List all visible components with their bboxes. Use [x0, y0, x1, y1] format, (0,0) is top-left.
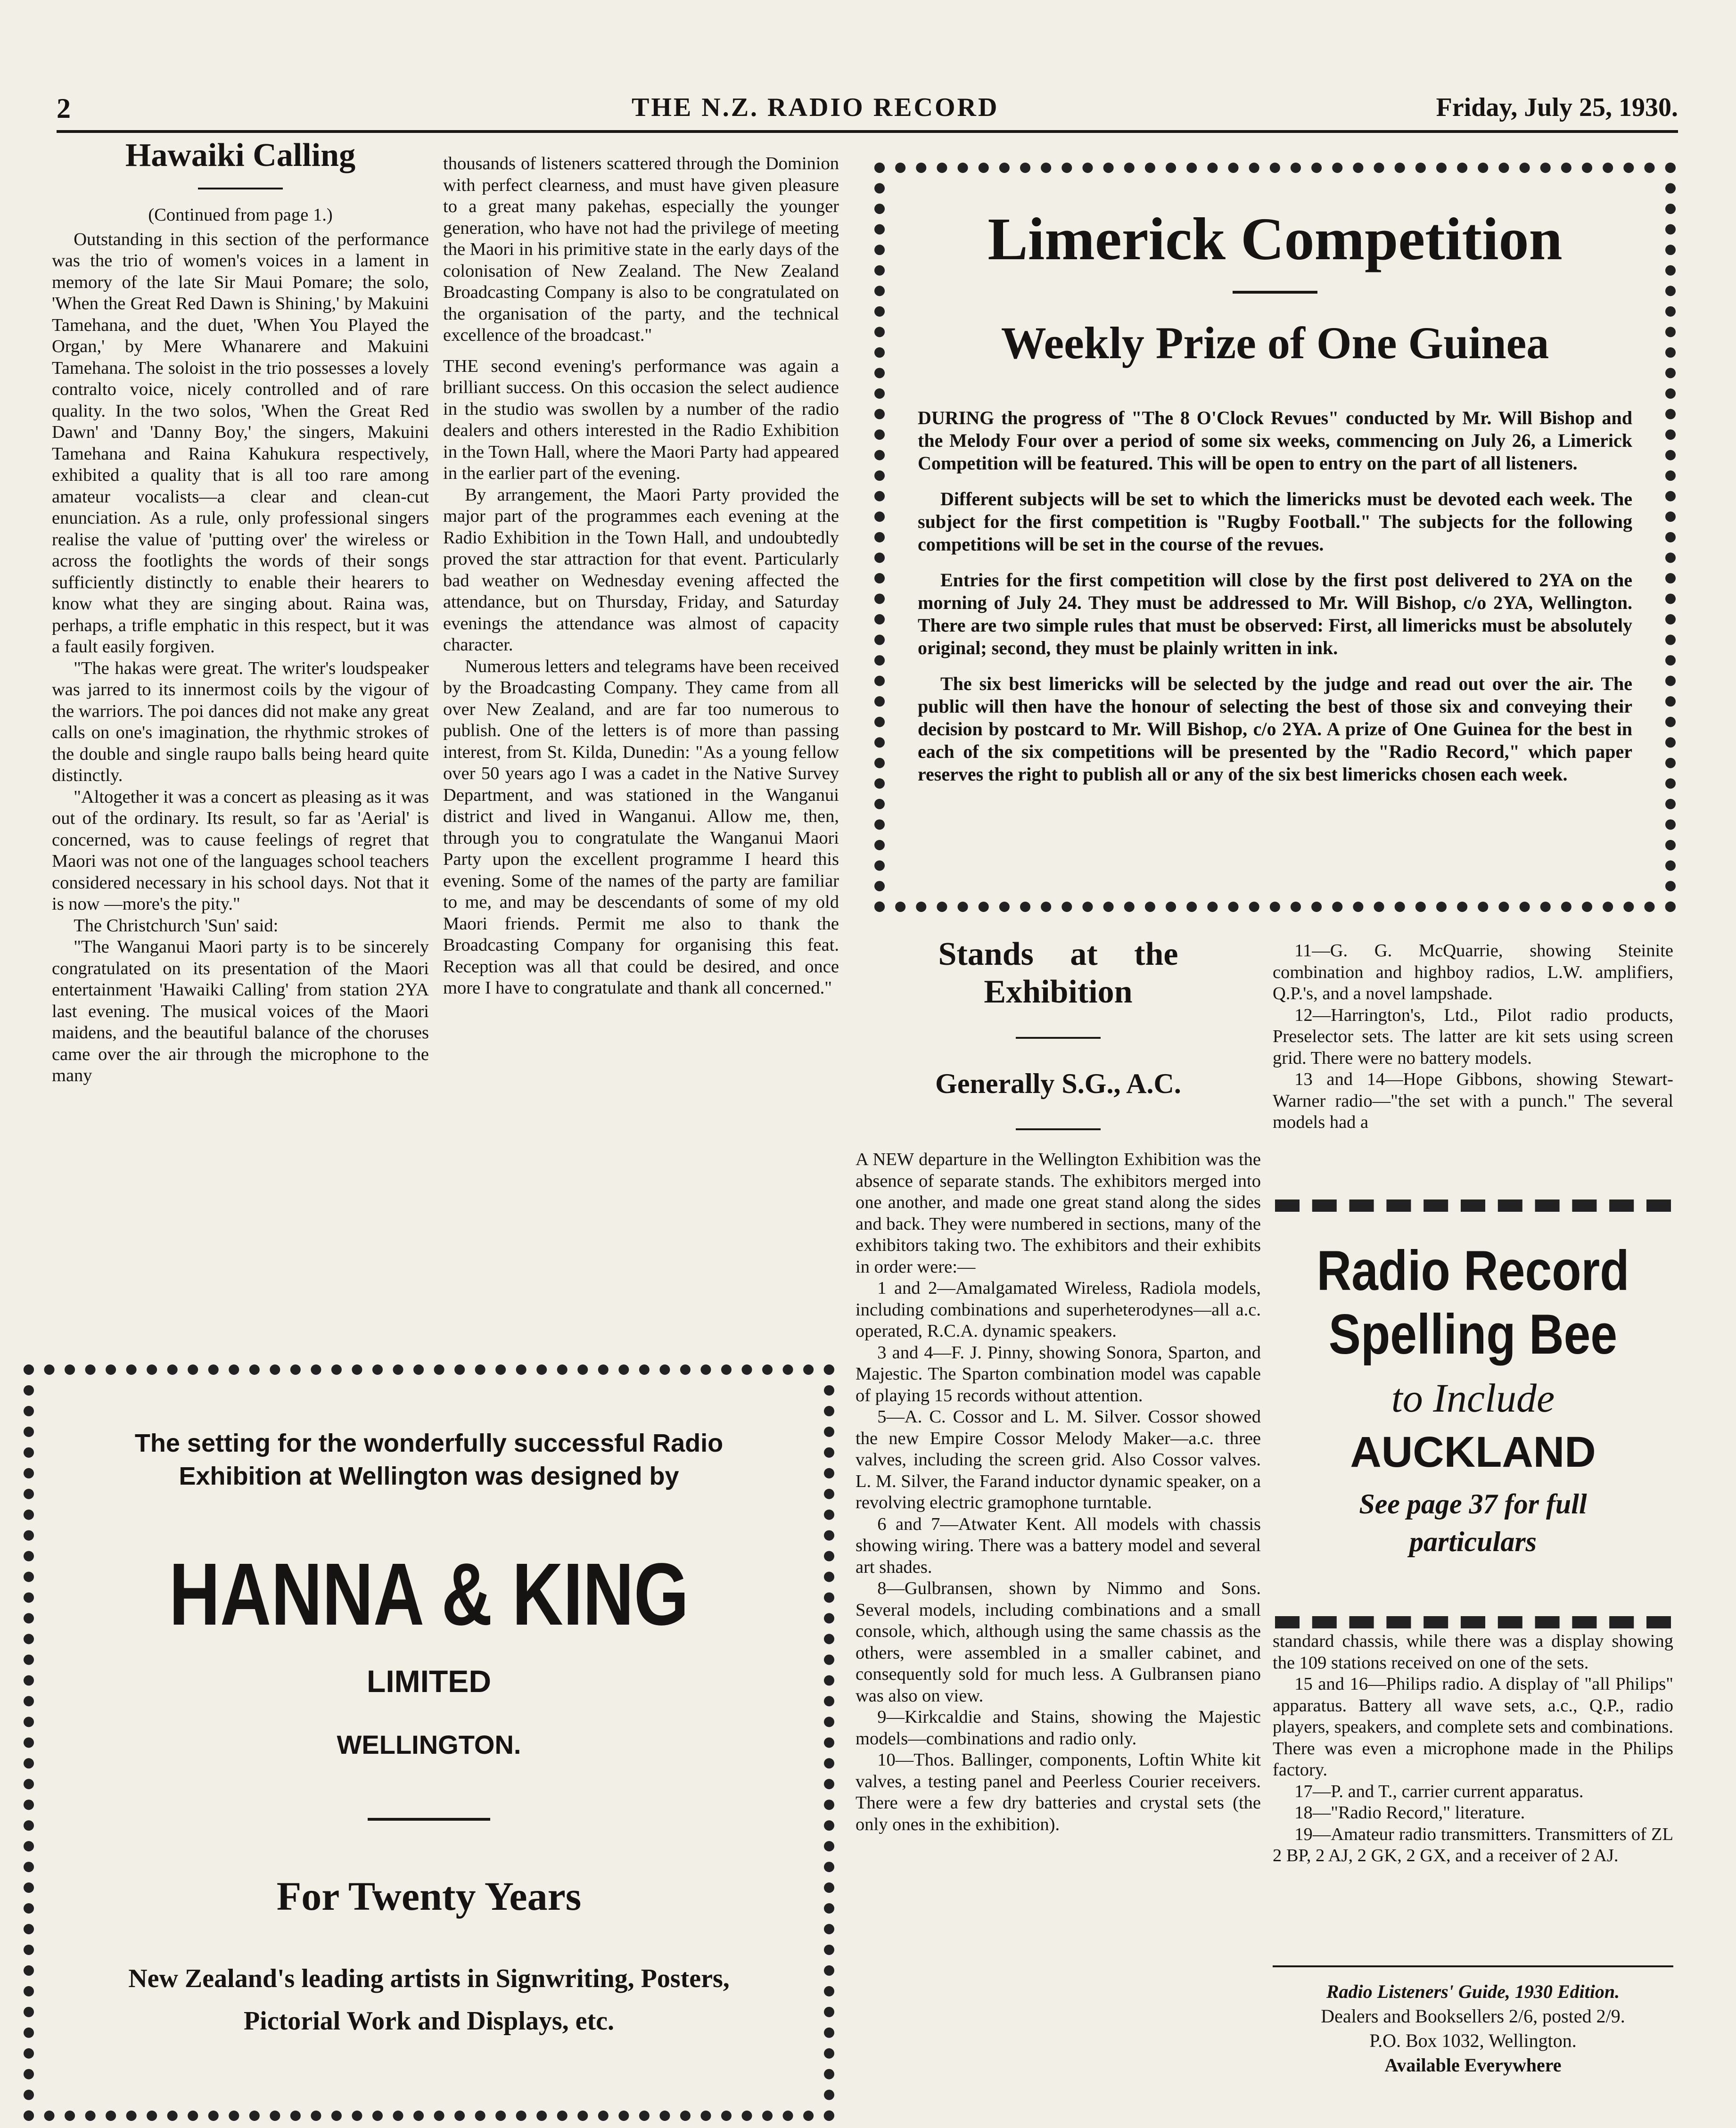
stands-rule-1	[1016, 1037, 1101, 1039]
stands-para: 9—Kirkcaldie and Stains, showing the Majestic models—combinations and radio only.	[856, 1707, 1261, 1749]
hanna-tag-2: Pictorial Work and Displays, etc.	[243, 2006, 615, 2036]
hawaiki-para: By arrangement, the Maori Party provided the major part of the programmes each evening at the Radio Exhibition in the Town Hall, and undoubtedly proved the star attraction for that event. Particularly bad weather on Wednesday evening affected the attendance, but on Thursday, Friday, and Saturday evenings the attendance was almost of capacity character.	[443, 485, 839, 655]
stands-para: A NEW departure in the Wellington Exhibition was the absence of separate stands. The exhibitors merged into one another, and made one great stand along the sides and back. They were numbered in sections, many of the exhibitors taking two. The exhibitors and their exhibits in order were:—	[856, 1150, 1261, 1277]
hawaiki-title: Hawaiki Calling	[125, 137, 356, 173]
spelling-line-6: particulars	[1409, 1526, 1537, 1557]
guide-line-3: Available Everywhere	[1384, 2054, 1562, 2076]
spelling-line-3: to Include	[1391, 1375, 1555, 1421]
spelling-line-1: Radio Record	[1316, 1239, 1629, 1302]
limerick-box	[874, 163, 1676, 912]
stands-para: 15 and 16—Philips radio. A display of "all Philips" apparatus. Battery all wave sets, a.c., Q.P., radio players, speakers, and complete sets and combinations. There was even a microphone made in the Philips factory.	[1273, 1674, 1673, 1780]
guide-notice	[1273, 1980, 1673, 2078]
hawaiki-para: "Altogether it was a concert as pleasing as it was out of the ordinary. Its result, so far as 'Aerial' is concerned, was to cause feelings of regret that Maori was not one of the languages school teachers considered necessary in his school days. Not that it is now —more's the pity."	[52, 787, 429, 914]
limerick-para: DURING the progress of "The 8 O'Clock Revues" conducted by Mr. Will Bishop and the Melody Four over a period of some six weeks, commencing on July 26, a Limerick Competition will be featured. This will be open to entry on the part of all listeners.	[918, 407, 1632, 474]
guide-rule	[1273, 1965, 1673, 1967]
spelling-line-5: See page 37 for full	[1359, 1488, 1587, 1520]
stands-para: 11—G. G. McQuarrie, showing Steinite combination and highboy radios, L.W. amplifiers, Q.P.'s, and a novel lampshade.	[1273, 941, 1673, 1003]
stands-para: 1 and 2—Amalgamated Wireless, Radiola models, including combinations and superheterodynes—all a.c. operated, R.C.A. dynamic speakers.	[856, 1278, 1261, 1341]
limerick-rule	[1233, 291, 1317, 294]
hanna-intro-2: Exhibition at Wellington was designed by	[179, 1462, 679, 1490]
stands-para: 19—Amateur radio transmitters. Transmitters of ZL 2 BP, 2 AJ, 2 GK, 2 GX, and a receiver of 2 AJ.	[1273, 1824, 1673, 1865]
stands-para: 5—A. C. Cossor and L. M. Silver. Cossor showed the new Empire Cossor Melody Maker—a.c. three valves, including the screen grid. Also Cossor valves. L. M. Silver, the Farand inductor dynamic speaker, on a revolving electric gramophone turntable.	[856, 1407, 1261, 1512]
page-header	[57, 92, 1678, 130]
stands-para: 10—Thos. Ballinger, components, Loftin White kit valves, a testing panel and Peerless Courier receivers. There were a few dry batteries and crystal sets (the only ones in the exhibition).	[856, 1750, 1261, 1834]
stands-para: 17—P. and T., carrier current apparatus.	[1294, 1781, 1584, 1801]
stands-para: 12—Harrington's, Ltd., Pilot radio products, Preselector sets. The latter are kit sets using screen grid. There were no battery models.	[1273, 1005, 1673, 1068]
stands-para: 6 and 7—Atwater Kent. All models with chassis showing wiring. There was a battery model and several art shades.	[856, 1514, 1261, 1577]
hanna-rule	[368, 1818, 490, 1821]
limerick-para: The six best limericks will be selected by the judge and read out over the air. The public will then have the honour of selecting the best of those six and conveying their decision by postcard to Mr. Will Bishop, c/o 2YA. A prize of One Guinea for the best in each of the six competitions will be presented by the "Radio Record," which paper reserves the right to publish all or any of the six best limericks chosen each week.	[918, 673, 1632, 785]
stands-column-4-bottom	[1273, 1631, 1673, 1867]
hanna-tag-1: New Zealand's leading artists in Signwriting, Posters,	[128, 1964, 730, 1993]
masthead: THE N.Z. RADIO RECORD	[632, 93, 999, 122]
hawaiki-para: thousands of listeners scattered through the Dominion with perfect clearness, and must have given pleasure to a great many pakehas, especially the younger generation, who have not had the privilege of meeting the Maori in his primitive state in the early days of the colonisation of New Zealand. The New Zealand Broadcasting Company is also to be congratulated on the organisation of the party, and the technical excellence of the broadcast."	[443, 154, 839, 345]
hawaiki-para: THE second evening's performance was again a brilliant success. On this occasion the select audience in the studio was swollen by a number of the radio dealers and others interested in the Radio Exhibition in the Town Hall, where the Maori Party had appeared in the earlier part of the evening.	[443, 356, 839, 483]
stands-title-2: Exhibition	[984, 974, 1133, 1010]
guide-line-2: P.O. Box 1032, Wellington.	[1369, 2030, 1577, 2051]
hawaiki-para: "The hakas were great. The writer's loudspeaker was jarred to its innermost coils by the vigour of the warriors. The poi dances did not make any great calls on one's imagination, the rhythmic strokes of the double and single raupo balls being heard quite distinctly.	[52, 658, 429, 785]
hawaiki-para: Outstanding in this section of the performance was the trio of women's voices in a lament in memory of the late Sir Maui Pomare; the solo, 'When the Great Red Dawn is Shining,' by Makuini Tamehana, and the duet, 'When You Played the Organ,' by Mere Whanarere and Makuini Tamehana. The soloist in the trio possesses a lovely contralto voice, nicely controlled and of rare quality. In the two solos, 'When the Great Red Dawn' and 'Danny Boy,' the singers, Makuini Tamehana and Raina Kahukura respectively, exhibited a quality that is all too rare among amateur vocalists—a clear and clean-cut enunciation. As a rule, only professional singers realise the value of 'putting over' the wireless or across the footlights the words of their songs sufficiently distinctly to enable their hearers to know what they are singing about. Raina was, perhaps, a trifle emphatic in this respect, but it was a fault easily forgiven.	[52, 229, 429, 657]
spelling-bee-box	[1275, 1200, 1671, 1628]
spelling-line-2: Spelling Bee	[1328, 1303, 1618, 1366]
hawaiki-para: "The Wanganui Maori party is to be sincerely congratulated on its presentation of the Maori entertainment 'Hawaiki Calling' from station 2YA last evening. The musical voices of the Maori maidens, and the beautiful balance of the choruses came over the air through the microphone to the many	[52, 937, 429, 1085]
title-rule	[198, 188, 283, 189]
stands-rule-2	[1016, 1128, 1101, 1130]
stands-para: 3 and 4—F. J. Pinny, showing Sonora, Sparton, and Majestic. The Sparton combination model was capable of playing 15 records without attention.	[856, 1342, 1261, 1405]
guide-title: Radio Listeners' Guide, 1930 Edition.	[1326, 1981, 1620, 2002]
stands-subtitle: Generally S.G., A.C.	[935, 1068, 1181, 1099]
hanna-king-ad	[24, 1364, 834, 2121]
limerick-title: Limerick Competition	[987, 205, 1563, 272]
page-number: 2	[57, 93, 71, 124]
hanna-intro-1: The setting for the wonderfully successful Radio	[134, 1429, 724, 1457]
limerick-para: Entries for the first competition will close by the first post delivered to 2YA on the morning of July 24. They must be addressed to Mr. Will Bishop, c/o 2YA, Wellington. There are two simple rules that must be observed: First, all limericks must be absolutely original; second, they must be plainly written in ink.	[918, 569, 1632, 658]
guide-line-1: Dealers and Booksellers 2/6, posted 2/9.	[1321, 2005, 1625, 2027]
issue-date: Friday, July 25, 1930.	[1436, 93, 1678, 122]
hanna-years: For Twenty Years	[276, 1873, 582, 1919]
hawaiki-para: Numerous letters and telegrams have been received by the Broadcasting Company. They came from all over New Zealand, and are far too numerous to publish. One of the letters is of more than passing interest, from St. Kilda, Dunedin: "As a young fellow over 50 years ago I was a cadet in the Native Survey Department, and was stationed in the Wanganui district and lived in Wanganui. Allow me, then, through you to congratulate the Wanganui Maori Party upon the excellent programme I heard this evening. Some of the names of the party are familiar to me, and may be descendants of some of my old Maori friends. Permit me also to thank the Broadcasting Company for organising this feat. Reception was all that could be desired, and once more I have to congratulate and thank all concerned."	[443, 656, 839, 998]
stands-para: 18—"Radio Record," literature.	[1294, 1803, 1525, 1823]
continued-note: (Continued from page 1.)	[148, 205, 333, 225]
hanna-name: HANNA & KING	[169, 1545, 689, 1643]
stands-column	[856, 936, 1261, 1835]
hawaiki-para: The Christchurch 'Sun' said:	[74, 915, 279, 936]
limerick-para: Different subjects will be set to which the limericks must be devoted each week. The subject for the first competition is "Rugby Football." The subjects for the following competitions will be set in the course of the revues.	[918, 488, 1632, 555]
stands-para: 8—Gulbransen, shown by Nimmo and Sons. Several models, including combinations and a small console, which, although using the same chassis as the others, were assembled in a smaller cabinet, and consequently sold for much less. A Gulbransen piano was also on view.	[856, 1578, 1261, 1706]
hanna-city: WELLINGTON.	[337, 1730, 521, 1759]
stands-para: standard chassis, while there was a display showing the 109 stations received on one of the sets.	[1273, 1631, 1673, 1673]
stands-column-4-top	[1273, 940, 1673, 1134]
spelling-line-4: AUCKLAND	[1350, 1428, 1596, 1476]
hanna-limited: LIMITED	[367, 1664, 491, 1699]
hawaiki-column-1	[52, 137, 429, 1087]
limerick-subtitle: Weekly Prize of One Guinea	[1001, 318, 1549, 368]
stands-para: 13 and 14—Hope Gibbons, showing Stewart-Warner radio—"the set with a punch." The several models had a	[1273, 1069, 1673, 1132]
hawaiki-column-2	[443, 153, 839, 999]
stands-title-1: Stands at the	[938, 936, 1178, 972]
header-rule	[57, 130, 1678, 133]
